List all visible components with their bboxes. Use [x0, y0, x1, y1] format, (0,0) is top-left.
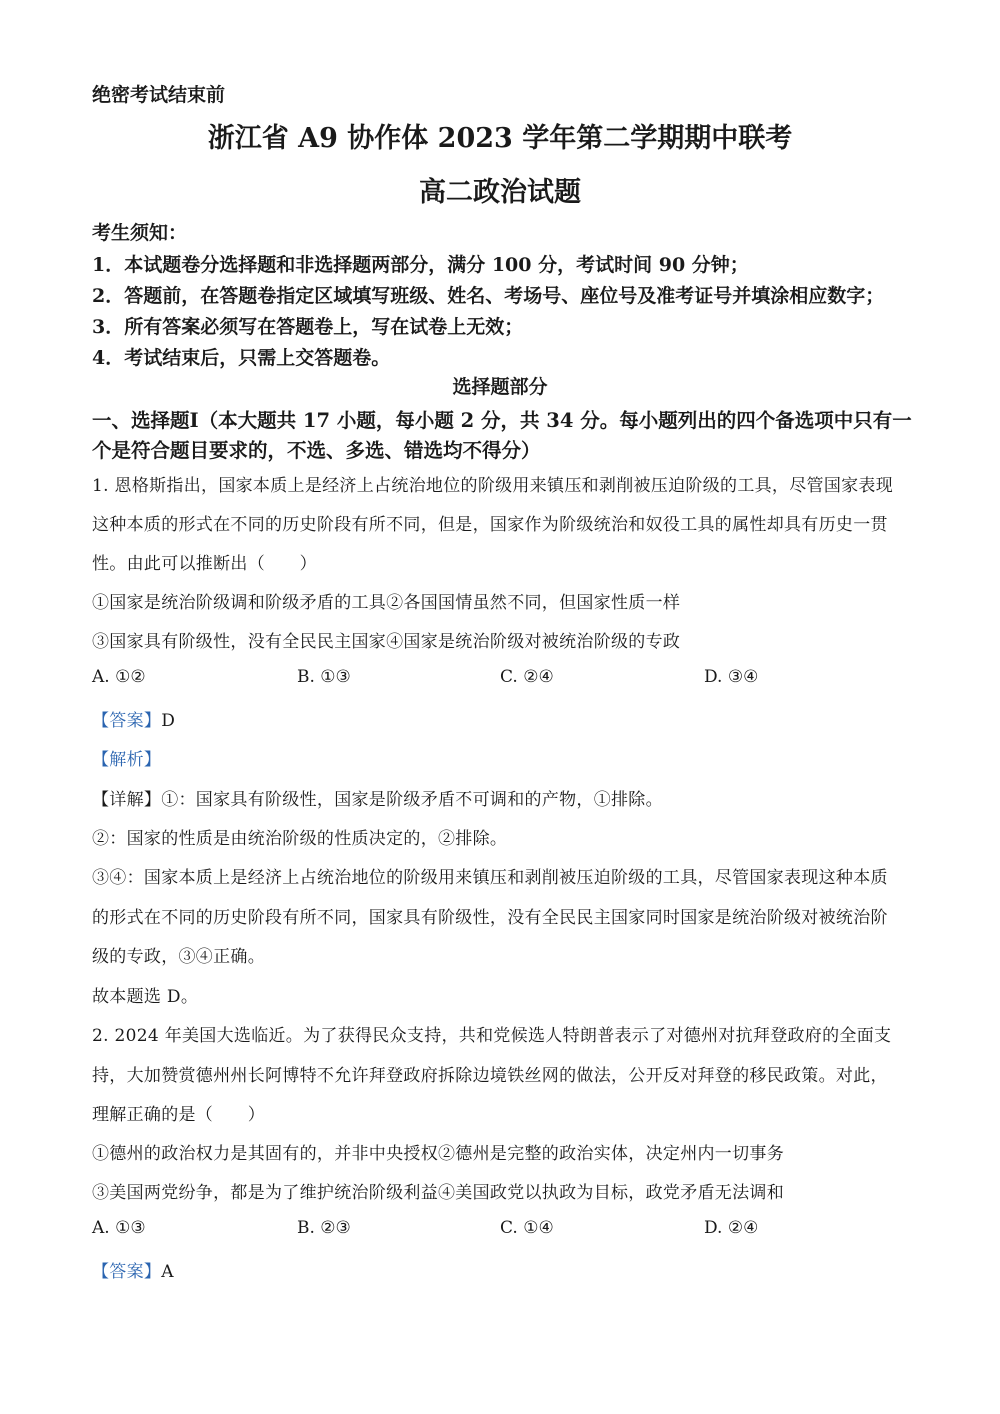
section-instruction: 个是符合题目要求的，不选、多选、错选均不得分）	[92, 439, 541, 462]
q2-option-c: C. ①④	[500, 1218, 554, 1238]
notice-item: 4．考试结束后，只需上交答题卷。	[92, 347, 391, 369]
exam-subtitle: 高二政治试题	[419, 177, 581, 208]
notice-item: 1．本试题卷分选择题和非选择题两部分，满分 100 分，考试时间 90 分钟；	[92, 254, 749, 276]
analysis-tag: 【解析】	[92, 750, 162, 770]
q2-stem: 持，大加赞赏德州州长阿博特不允许拜登政府拆除边境铁丝网的做法，公开反对拜登的移民政策。对此，	[92, 1066, 888, 1086]
q1-answer	[92, 706, 175, 731]
answer-value: D	[161, 711, 176, 731]
q2-option-d: D. ②④	[704, 1218, 759, 1238]
q1-explanation: ③④：国家本质上是经济上占统治地位的阶级用来镇压和剥削被压迫阶级的工具，尽管国家表现这种本质	[92, 868, 888, 888]
answer-tag: 【答案】	[92, 1262, 162, 1282]
section-instruction: 一、选择题Ⅰ（本大题共 17 小题，每小题 2 分，共 34 分。每小题列出的四个备选项中只有一	[92, 409, 912, 432]
section-title: 选择题部分	[452, 376, 548, 398]
q1-explanation: 的形式在不同的历史阶段有所不同，国家具有阶级性，没有全民民主国家同时国家是统治阶级对被统治阶	[92, 908, 888, 928]
q1-option-c: C. ②④	[500, 667, 554, 687]
q1-explanation: 级的专政，③④正确。	[92, 947, 265, 967]
q2-option-a: A. ①③	[92, 1218, 146, 1238]
q1-explanation: ②：国家的性质是由统治阶级的性质决定的，②排除。	[92, 829, 508, 849]
q2-stem: 2. 2024 年美国大选临近。为了获得民众支持，共和党候选人特朗普表示了对德州对抗拜登政府的全面支	[92, 1026, 892, 1046]
answer-value: A	[161, 1262, 174, 1282]
detail-tag: 【详解】	[92, 790, 162, 810]
q1-conclusion: 故本题选 D。	[92, 987, 199, 1007]
q1-stem: 这种本质的形式在不同的历史阶段有所不同，但是，国家作为阶级统治和奴役工具的属性却具有历史一贯	[92, 515, 888, 535]
q2-stem: 理解正确的是（ ）	[92, 1105, 265, 1125]
q2-statement: ①德州的政治权力是其固有的，并非中央授权②德州是完整的政治实体，决定州内一切事务	[92, 1144, 784, 1164]
q1-stem: 性。由此可以推断出（ ）	[92, 554, 317, 574]
exam-title: 浙江省 A9 协作体 2023 学年第二学期期中联考	[207, 123, 793, 154]
q2-answer	[92, 1257, 174, 1282]
answer-tag: 【答案】	[92, 711, 162, 731]
q1-option-a: A. ①②	[92, 667, 146, 687]
q2-option-b: B. ②③	[297, 1218, 351, 1238]
q1-analysis-heading	[92, 745, 161, 770]
q1-option-d: D. ③④	[704, 667, 759, 687]
q1-stem: 1. 恩格斯指出，国家本质上是经济上占统治地位的阶级用来镇压和剥削被压迫阶级的工具，尽管国家表现	[92, 476, 894, 496]
notice-heading: 考生须知：	[92, 222, 188, 244]
q1-statement: ③国家具有阶级性，没有全民民主国家④国家是统治阶级对被统治阶级的专政	[92, 632, 681, 652]
notice-item: 2．答题前，在答题卷指定区域填写班级、姓名、考场号、座位号及准考证号并填涂相应数字；	[92, 285, 885, 307]
confidential-label: 绝密考试结束前	[92, 84, 226, 106]
q1-option-b: B. ①③	[297, 667, 351, 687]
notice-item: 3．所有答案必须写在答题卷上，写在试卷上无效；	[92, 316, 524, 338]
q1-explanation: 【详解】①：国家具有阶级性，国家是阶级矛盾不可调和的产物，①排除。	[92, 790, 663, 810]
q1-statement: ①国家是统治阶级调和阶级矛盾的工具②各国国情虽然不同，但国家性质一样	[92, 593, 681, 613]
q2-statement: ③美国两党纷争，都是为了维护统治阶级利益④美国政党以执政为目标，政党矛盾无法调和	[92, 1183, 784, 1203]
